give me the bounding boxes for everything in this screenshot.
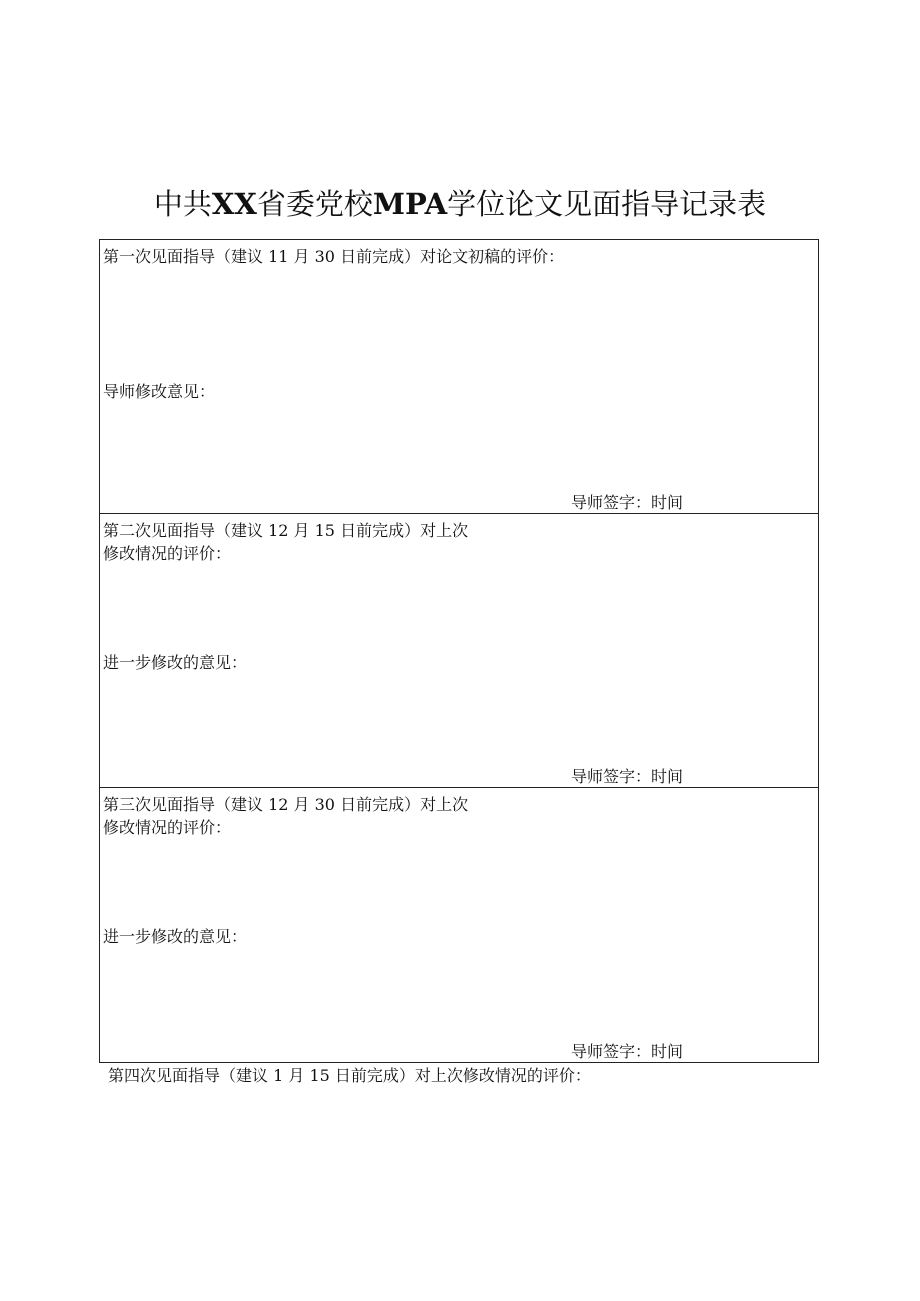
- third-guidance-section: [100, 788, 818, 1062]
- title-part-4: MPA: [372, 187, 448, 221]
- page-title: [0, 184, 920, 224]
- title-part-5: 学位论文见面指导记录表: [447, 187, 767, 221]
- fourth-guidance-prompt: 第四次见面指导（建议 1 月 15 日前完成）对上次修改情况的评价：: [108, 1066, 591, 1085]
- first-opinion-label: 导师修改意见：: [103, 382, 216, 401]
- title-part-3: 省委党校: [256, 187, 373, 221]
- third-guidance-prompt-line-2: 修改情况的评价：: [103, 818, 232, 837]
- guidance-record-table: [99, 239, 819, 1063]
- second-signature-label: 导师签字：时间: [571, 767, 684, 786]
- second-guidance-prompt-line-1: 第二次见面指导（建议 12 月 15 日前完成）对上次: [103, 521, 469, 540]
- title-part-1: 中共: [153, 187, 212, 221]
- first-guidance-section: [100, 240, 818, 514]
- first-signature-label: 导师签字：时间: [571, 493, 684, 512]
- third-guidance-prompt-line-1: 第三次见面指导（建议 12 月 30 日前完成）对上次: [103, 795, 469, 814]
- title-part-2: XX: [211, 187, 257, 221]
- third-signature-label: 导师签字：时间: [571, 1042, 684, 1061]
- third-opinion-label: 进一步修改的意见：: [103, 927, 248, 946]
- second-guidance-prompt-line-2: 修改情况的评价：: [103, 544, 232, 563]
- first-guidance-prompt: 第一次见面指导（建议 11 月 30 日前完成）对论文初稿的评价：: [103, 247, 565, 266]
- second-guidance-section: [100, 514, 818, 788]
- second-opinion-label: 进一步修改的意见：: [103, 653, 248, 672]
